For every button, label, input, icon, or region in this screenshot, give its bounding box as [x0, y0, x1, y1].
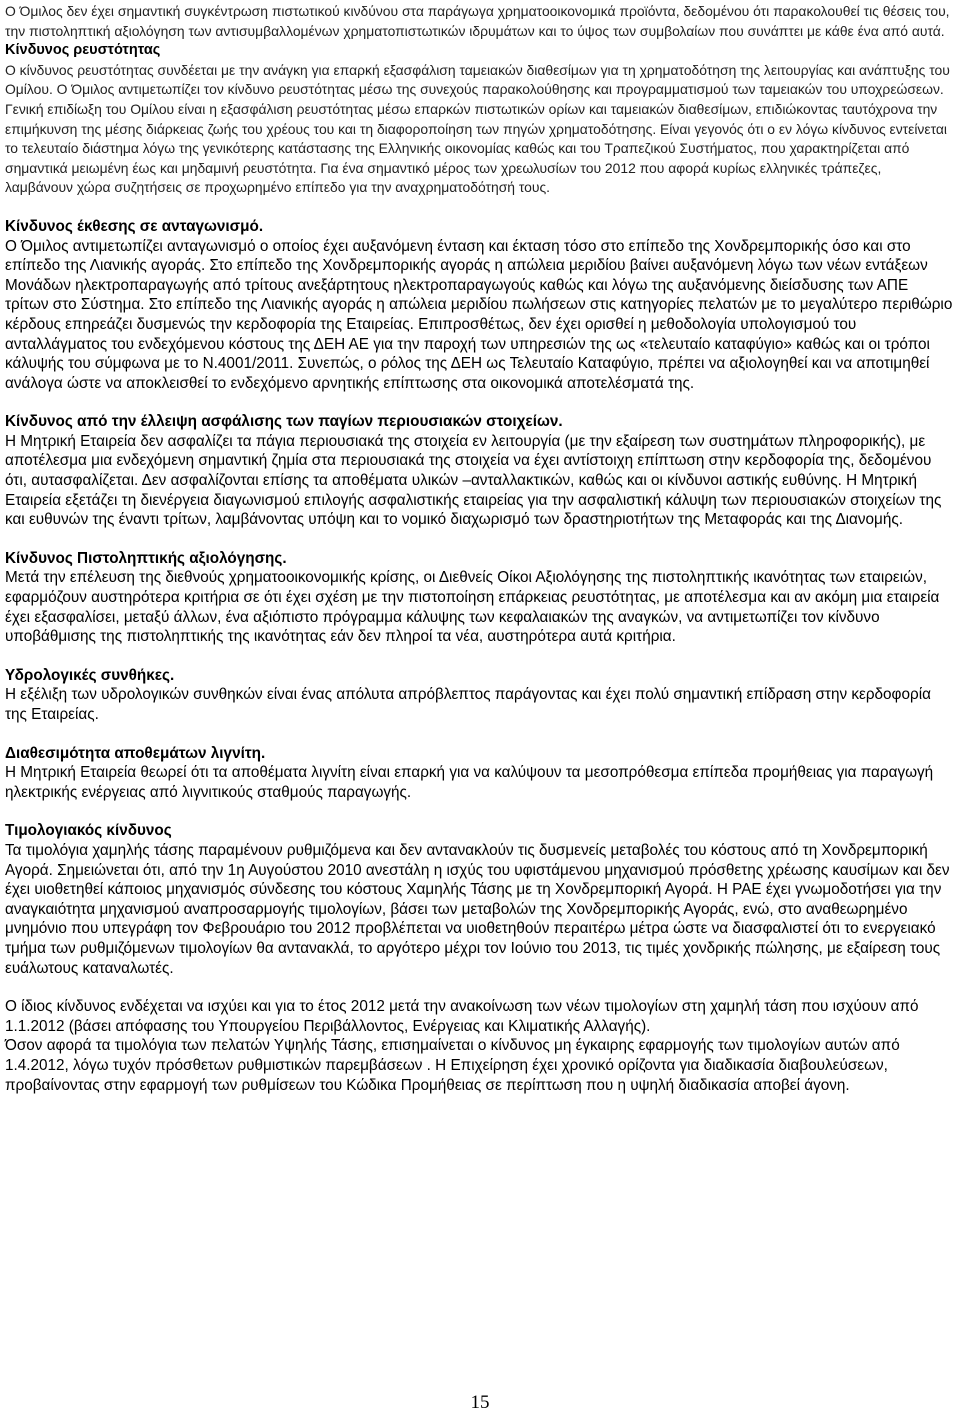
document-page [5, 2, 953, 1095]
section-lignite-reserves [5, 744, 953, 803]
section-heading: Κίνδυνος από την έλλειψη ασφάλισης των παγίων περιουσιακών στοιχείων. [5, 413, 563, 431]
section-body: Ο κίνδυνος ρευστότητας συνδέεται με την ανάγκη για επαρκή εξασφάλιση ταμειακών διαθεσίμων για τη χρηματοδότηση της λειτουργίας και ανάπτυξης του Ομίλου. Ο Όμιλος αντιμετωπίζει τον κίνδυνο ρευστότητας μέσω της συνεχούς παρακολούθησης και προγραμματισμού των ταμειακών του υποχρεώσεων. Γενική επιδίωξη του Ομίλου είναι η εξασφάλιση ρευστότητας μέσω επαρκών πιστωτικών ορίων και ταμειακών διαθεσίμων, επιδιώκοντας ταυτόχρονα την επιμήκυνση της μέσης διάρκειας ζωής του χρέους του και τη διαφοροποίηση των πηγών χρηματοδότησης. Είναι γεγονός ότι ο εν λόγω κίνδυνος εντείνεται το τελευταίο διάστημα λόγω της γενικότερης κατάστασης της Ελληνικής οικονομίας καθώς και του Τραπεζικού Συστήματος, που χαρακτηρίζεται από σημαντικά μειωμένη έως και μηδαμινή ρευστότητα. Για ένα σημαντικό μέρος των χρεωλυσίων του 2012 που αφορά κυρίως ελληνικές τράπεζες, λαμβάνουν χώρα συζητήσεις σε προχωρημένο επίπεδο για την αναχρηματοδότησή τους. [5, 61, 950, 196]
page-number: 15 [470, 1392, 490, 1413]
section-tariff-risk [5, 821, 953, 978]
section-body: Μετά την επέλευση της διεθνούς χρηματοοικονομικής κρίσης, οι Διεθνείς Οίκοι Αξιολόγησης της πιστοληπτικής ικανότητας των εταιρειών, εφαρμόζουν αυστηρότερα κριτήρια σε ότι έχει σχέση με την πιστοποίηση επάρκειας ρευστότητας, με αποτέλεσμα και αν ακόμη μια εταιρεία έχει εξασφαλίσει, μεταξύ άλλων, ένα αξιόπιστο πρόγραμμα κάλυψης των κεφαλαιακών της αναγκών, να αντιμετωπίζει τον κίνδυνο υποβάθμισης της πιστοληπτικής της ικανότητας εάν δεν πληροί τα νέα, αυστηρότερα αυτά κριτήρια. [5, 569, 940, 646]
section-body: Η Μητρική Εταιρεία θεωρεί ότι τα αποθέματα λιγνίτη είναι επαρκή για να καλύψουν τα μεσοπρόθεσμα επίπεδα προμήθειας για παραγωγή ηλεκτρικής ενέργειας από λιγνιτικούς σταθμούς παραγωγής. [5, 764, 934, 801]
section-insurance-risk [5, 412, 953, 530]
section-heading: Τιμολογιακός κίνδυνος [5, 822, 172, 840]
intro-paragraph: Ο Όμιλος δεν έχει σημαντική συγκέντρωση πιστωτικού κινδύνου στα παράγωγα χρηματοοικονομικά προϊόντα, δεδομένου ότι παρακολουθεί τις θέσεις του, την πιστοληπτική αξιολόγηση των αντισυμβαλλομένων χρηματοπιστωτικών ιδρυμάτων και το ύψος των συμβολαίων που συνάπτει με κάθε ένα από αυτά. [5, 3, 950, 39]
section-hydrological-conditions [5, 666, 953, 725]
section-liquidity-risk [5, 41, 953, 198]
section-body: Η εξέλιξη των υδρολογικών συνθηκών είναι ένας απόλυτα απρόβλεπτος παράγοντας και έχει πολύ σημαντική επίδραση στην κερδοφορία της Εταιρείας. [5, 686, 931, 723]
closing-paragraph-2: Όσον αφορά τα τιμολόγια των πελατών Υψηλής Τάσης, επισημαίνεται ο κίνδυνος μη έγκαιρης εφαρμογής των τιμολογίων αυτών από 1.4.2012, λόγω τυχόν πρόσθετων ρυθμιστικών παρεμβάσεων . Η Επιχείρηση έχει χρονικό ορίζοντα για διαδικασία διαβουλεύσεων, προβαίνοντας στην εφαρμογή των ρυθμίσεων του Κώδικα Προμήθειας σε περίπτωση που η υψηλή διαδικασία αποβεί άγονη. [5, 1037, 900, 1094]
section-heading: Διαθεσιμότητα αποθεμάτων λιγνίτη. [5, 744, 266, 762]
section-heading: Κίνδυνος ρευστότητας [5, 42, 161, 59]
section-body: Ο Όμιλος αντιμετωπίζει ανταγωνισμό ο οποίος έχει αυξανόμενη ένταση και έκταση τόσο στο επίπεδο της Χονδρεμπορικής όσο και στο επίπεδο της Λιανικής αγοράς. Στο επίπεδο της Χονδρεμπορικής αγοράς η απώλεια μεριδίου βαίνει αυξανόμενη λόγω των νέων εντάξεων Μονάδων ηλεκτροπαραγωγής από τρίτους ανεξάρτητους ηλεκτροπαραγωγούς καθώς και λόγω της αυξανόμενης διείσδυσης των ΑΠΕ τρίτων στο Σύστημα. Στο επίπεδο της Λιανικής αγοράς η απώλεια μεριδίου πωλήσεων στις κατηγορίες πελατών με το μεγαλύτερο περιθώριο κέρδους επηρεάζει δυσμενώς την κερδοφορία της Εταιρείας. Επιπροσθέτως, δεν έχει ορισθεί η μεθοδολογία υπολογισμού του ανταλλάγματος του ενδεχόμενου κόστους της ΔΕΗ ΑΕ για την παροχή των υπηρεσιών της ως «τελευταίο καταφύγιο» καθώς και οι τρόποι κάλυψής του σύμφωνα με το Ν.4001/2011. Συνεπώς, ο ρόλος της ΔΕΗ ως Τελευταίο Καταφύγιο, πρέπει να αξιολογηθεί και να αποτιμηθεί ανάλογα ώστε να αποκλεισθεί το ενδεχόμενο αρνητικής επίπτωσης στα οικονομικά αποτελέσματά της. [5, 237, 953, 392]
section-heading: Υδρολογικές συνθήκες. [5, 666, 175, 684]
section-body: Η Μητρική Εταιρεία δεν ασφαλίζει τα πάγια περιουσιακά της στοιχεία εν λειτουργία (με την εξαίρεση των συστημάτων πληροφορικής), με αποτέλεσμα μια ενδεχόμενη σημαντική ζημία στα περιουσιακά της στοιχεία να έχει αντίστοιχη επίπτωση στην κερδοφορία της, δεδομένου ότι, αυτασφαλίζεται. Δεν ασφαλίζονται επίσης τα αποθέματα υλικών –ανταλλακτικών, καθώς και οι κίνδυνοι αστικής ευθύνης. Η Μητρική Εταιρεία εξετάζει τη διενέργεια διαγωνισμού επιλογής ασφαλιστικής εταιρείας για την ασφαλιστική κάλυψη των περιουσιακών στοιχείων της και ευθυνών της έναντι τρίτων, λαμβάνοντας υπόψη και το νομικό διαχωρισμό των δραστηριοτήτων της Μεταφοράς και της Διανομής. [5, 432, 942, 529]
section-heading: Κίνδυνος έκθεσης σε ανταγωνισμό. [5, 217, 264, 235]
section-heading: Κίνδυνος Πιστοληπτικής αξιολόγησης. [5, 549, 287, 567]
section-credit-rating-risk [5, 549, 953, 647]
closing-paragraph-1: Ο ίδιος κίνδυνος ενδέχεται να ισχύει και για το έτος 2012 μετά την ανακοίνωση των νέων τιμολογίων στη χαμηλή τάση που ισχύουν από 1.1.2012 (βάσει απόφασης του Υπουργείου Περιβάλλοντος, Ενέργειας και Κλιματικής Αλλαγής). [5, 998, 919, 1035]
section-body: Τα τιμολόγια χαμηλής τάσης παραμένουν ρυθμιζόμενα και δεν αντανακλούν τις δυσμενείς μεταβολές του κόστους από τη Χονδρεμπορική Αγορά. Σημειώνεται ότι, από την 1η Αυγούστου 2010 ανεστάλη η ισχύς του υφιστάμενου μηχανισμού πρόσθετης χρέωσης καυσίμων και δεν έχει υιοθετηθεί κάποιος μηχανισμός σύνδεσης του κόστους Χαμηλής Τάσης με τη Χονδρεμπορική Αγορά. Η ΡΑΕ έχει γνωμοδοτήσει για την αναγκαιότητα μηχανισμού αναπροσαρμογής τιμολογίων, βάσει των μεταβολών της Χονδρεμπορικής Αγοράς, ενώ, στο αναθεωρημένο μνημόνιο που υπεγράφη τον Φεβρουάριο του 2012 προβλέπεται να υιοθετηθούν περαιτέρω μέτρα ώστε να διασφαλιστεί ότι το ενεργειακό τμήμα των ρυθμιζόμενων τιμολογίων θα αντανακλά, το αργότερο μέχρι τον Ιούνιο του 2013, τις τιμές χονδρικής πώλησης, με εξαίρεση τους ευάλωτους καταναλωτές. [5, 841, 950, 977]
section-competition-risk [5, 217, 953, 393]
